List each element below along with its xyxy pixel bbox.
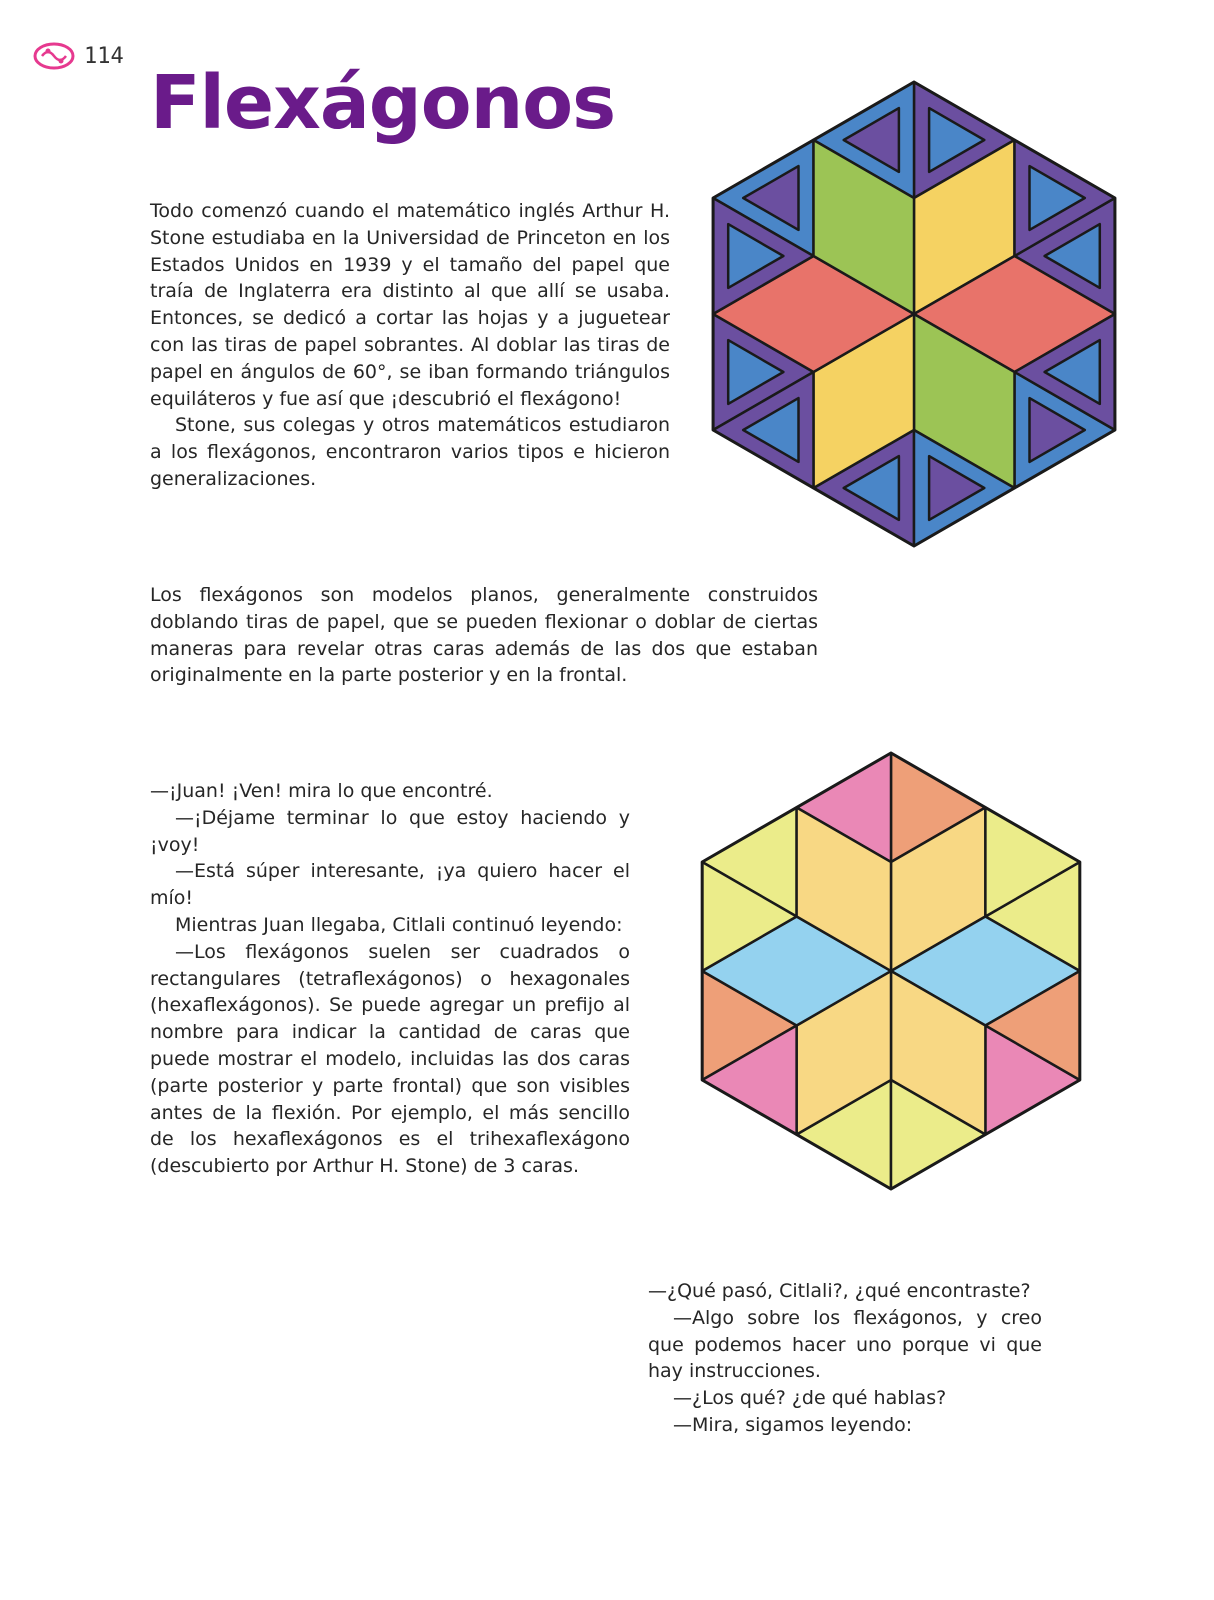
closing-line-4: —Mira, sigamos leyendo:	[673, 1413, 913, 1436]
hexaflexagon-illustration-1	[706, 76, 1122, 552]
closing-section	[648, 1278, 1042, 1439]
dialog-section	[150, 778, 630, 1180]
page-title: Flexágonos	[150, 60, 616, 146]
intro-paragraph-2: Stone, sus colegas y otros matemáticos estudiaron a los flexágonos, encontraron varios tipos e hicieron generalizaciones.	[150, 414, 670, 490]
page-number: 114	[84, 44, 124, 69]
dialog-line-2: —¡Déjame terminar lo que estoy haciendo y ¡voy!	[150, 806, 630, 856]
emblem-icon	[32, 40, 76, 72]
dialog-line-1: —¡Juan! ¡Ven! mira lo que encontré.	[150, 780, 493, 802]
dialog-line-4: Mientras Juan llegaba, Citlali continuó leyendo:	[175, 913, 623, 936]
hexaflexagon-illustration-2	[698, 748, 1088, 1194]
dialog-line-3: —Está súper interesante, ¡ya quiero hacer el mío!	[150, 860, 630, 910]
closing-line-3: —¿Los qué? ¿de qué hablas?	[673, 1387, 947, 1410]
intro-section	[150, 198, 670, 493]
intro-paragraph-1: Todo comenzó cuando el matemático inglés Arthur H. Stone estudiaba en la Universidad de Princeton en los Estados Unidos en 1939 y el tamaño del papel que traía de Inglaterra era distinto al que allí se usaba. Entonces, se dedicó a cortar las hojas y a juguetear con las tiras de papel sobrantes. Al doblar las tiras de papel en ángulos de 60°, se iban formando triángulos equiláteros y fue así que ¡descubrió el flexágono!	[150, 200, 670, 410]
dialog-line-5: —Los flexágonos suelen ser cuadrados o rectangulares (tetraflexágonos) o hexagonales (hexaflexágonos). Se puede agregar un prefijo al nombre para indicar la cantidad de caras que puede mostrar el modelo, incluidas las dos caras (parte posterior y parte frontal) que son visibles antes de la flexión. Por ejemplo, el más sencillo de los hexaflexágonos es el trihexaflexágono (descubierto por Arthur H. Stone) de 3 caras.	[150, 940, 630, 1178]
definition-paragraph: Los flexágonos son modelos planos, generalmente construidos doblando tiras de papel, que se pueden flexionar o doblar de ciertas maneras para revelar otras caras además de las dos que estaban originalmente en la parte posterior y en la frontal.	[150, 584, 818, 687]
closing-line-1: —¿Qué pasó, Citlali?, ¿qué encontraste?	[648, 1280, 1031, 1302]
closing-line-2: —Algo sobre los flexágonos, y creo que podemos hacer uno porque vi que hay instrucciones.	[648, 1306, 1042, 1383]
